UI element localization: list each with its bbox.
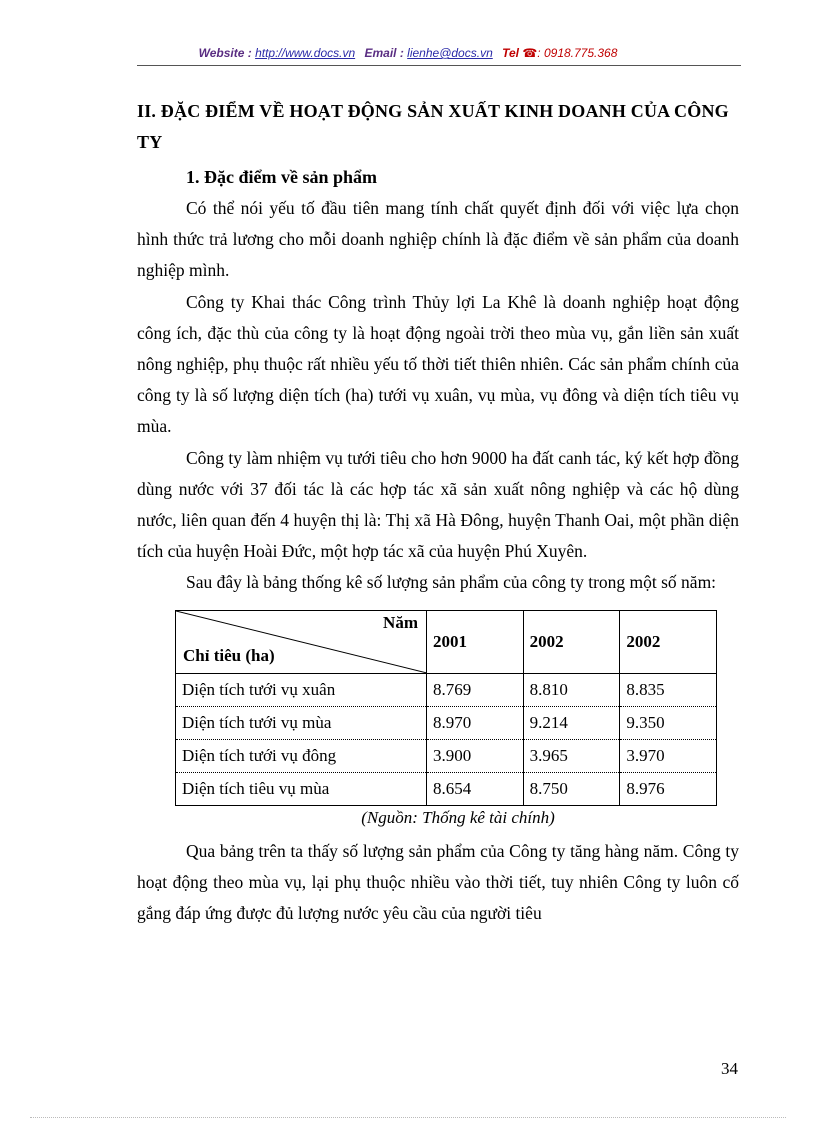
phone-icon: ☎ bbox=[522, 46, 538, 60]
table-header-row bbox=[176, 610, 717, 673]
cell-value: 3.965 bbox=[523, 739, 620, 772]
paragraph-2: Công ty Khai thác Công trình Thủy lợi La Khê là doanh nghiệp hoạt động công ích, đặc thù của công ty là hoạt động ngoài trời theo mùa vụ, gắn liền sản xuất nông nghiệp, phụ thuộc rất nhiều yếu tố thời tiết thiên nhiên. Các sản phẩm chính của công ty là số lượng diện tích (ha) tưới vụ xuân, vụ mùa, vụ đông và diện tích tiêu vụ mùa. bbox=[137, 291, 739, 437]
email-label: Email bbox=[364, 46, 397, 60]
cell-value: 8.750 bbox=[523, 772, 620, 805]
email-separator: : bbox=[399, 46, 404, 60]
cell-value: 3.970 bbox=[620, 739, 717, 772]
row-label: Diện tích tưới vụ mùa bbox=[176, 706, 427, 739]
cell-value: 8.970 bbox=[427, 706, 524, 739]
website-label: Website : bbox=[198, 46, 252, 60]
table-row bbox=[176, 772, 717, 805]
paragraph-4: Sau đây là bảng thống kê số lượng sản phẩm của công ty trong một số năm: bbox=[186, 572, 717, 593]
corner-indicator-label: Chỉ tiêu (ha) bbox=[183, 645, 275, 665]
page-number: 34 bbox=[721, 1059, 738, 1078]
row-label: Diện tích tiêu vụ mùa bbox=[176, 772, 427, 805]
row-label: Diện tích tưới vụ đông bbox=[176, 739, 427, 772]
cell-value: 9.214 bbox=[523, 706, 620, 739]
cell-value: 8.835 bbox=[620, 673, 717, 706]
footer-divider bbox=[30, 1117, 786, 1118]
cell-value: 8.810 bbox=[523, 673, 620, 706]
product-stats-table bbox=[175, 610, 717, 806]
tel-label: Tel bbox=[502, 46, 519, 60]
subsection-title: 1. Đặc điểm về sản phẩm bbox=[186, 167, 378, 187]
cell-value: 9.350 bbox=[620, 706, 717, 739]
closing-paragraph: Qua bảng trên ta thấy số lượng sản phẩm của Công ty tăng hàng năm. Công ty hoạt động theo mùa vụ, lại phụ thuộc nhiều vào thời tiết, tuy nhiên Công ty luôn cố gắng đáp ứng được đủ lượng nước yêu cầu của người tiêu bbox=[137, 840, 739, 924]
paragraph-3: Công ty làm nhiệm vụ tưới tiêu cho hơn 9000 ha đất canh tác, ký kết hợp đồng dùng nước với 37 đối tác là các hợp tác xã sản xuất nông nghiệp và các hộ dùng nước, liên quan đến 4 huyện thị là: Thị xã Hà Đông, huyện Thanh Oai, một phần diện tích của huyện Hoài Đức, một hợp tác xã của huyện Phú Xuyên. bbox=[137, 447, 739, 562]
table-row bbox=[176, 739, 717, 772]
table-row bbox=[176, 673, 717, 706]
column-header: 2001 bbox=[427, 610, 524, 673]
page-content bbox=[137, 96, 739, 929]
cell-value: 8.654 bbox=[427, 772, 524, 805]
row-label: Diện tích tưới vụ xuân bbox=[176, 673, 427, 706]
section-title: II. ĐẶC ĐIỂM VỀ HOẠT ĐỘNG SẢN XUẤT KINH DOANH CỦA CÔNG TY bbox=[137, 101, 729, 152]
table-row bbox=[176, 706, 717, 739]
paragraph-1: Có thể nói yếu tố đầu tiên mang tính chất quyết định đối với việc lựa chọn hình thức trả lương cho mỗi doanh nghiệp chính là đặc điểm về sản phẩm của doanh nghiệp mình. bbox=[137, 198, 739, 281]
column-header: 2002 bbox=[523, 610, 620, 673]
cell-value: 3.900 bbox=[427, 739, 524, 772]
header-divider bbox=[137, 65, 741, 66]
column-header: 2002 bbox=[620, 610, 717, 673]
cell-value: 8.976 bbox=[620, 772, 717, 805]
website-link[interactable]: http://www.docs.vn bbox=[255, 46, 356, 60]
table-source-note: (Nguồn: Thống kê tài chính) bbox=[361, 807, 555, 827]
cell-value: 8.769 bbox=[427, 673, 524, 706]
corner-year-label: Năm bbox=[383, 612, 418, 632]
table-corner-cell bbox=[176, 610, 427, 673]
page-header bbox=[0, 46, 816, 60]
phone-number: : 0918.775.368 bbox=[537, 46, 618, 60]
email-link[interactable]: lienhe@docs.vn bbox=[407, 46, 493, 60]
